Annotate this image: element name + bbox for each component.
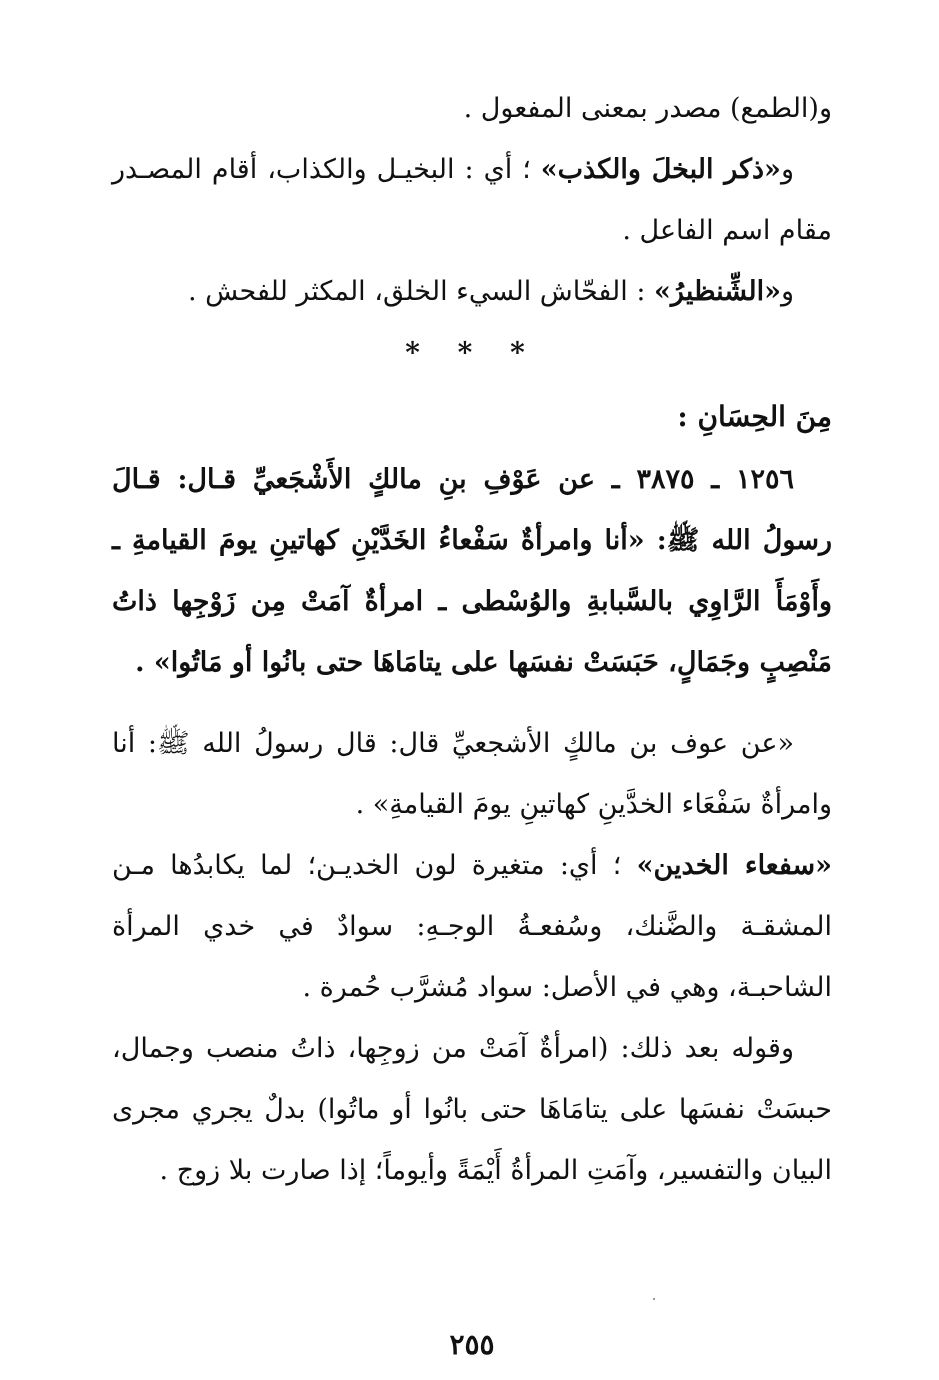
- hadith-block: [112, 449, 832, 693]
- hadith-text: عن عَوْفِ بنِ مالكٍ الأَشْجَعيِّ قـال: قـالَ رسولُ الله ﷺ: «أنا وامرأةٌ سَفْعاءُ الخَدَّيْنِ كهاتينِ يومَ القيامةِ ـ وأَوْمَأَ الرَّاوِي بالسَّبابةِ والوُسْطى ـ امرأةٌ آمَتْ مِن زَوْجِها ذاتُ مَنْصِبٍ وجَمَالٍ، حَبَسَتْ نفسَها على يتامَاهَا حتى بانُوا أو مَاتُوا» .: [112, 464, 832, 678]
- paragraph-term: «ذكر البخلَ والكذب»: [540, 154, 781, 185]
- commentary-paragraph-2: [112, 835, 832, 1018]
- commentary-text: ؛ أي: متغيرة لون الخديـن؛ لما يكابدُها مـن المشقـة والضَّنك، وسُفعـةُ الوجـهِ: سوادٌ في خدي المرأة الشاحبـة، وهي في الأصل: سواد مُشرَّب حُمرة .: [112, 850, 832, 1003]
- hadith-number: ١٢٥٦ ـ ٣٨٧٥ ـ: [611, 464, 794, 495]
- paragraph-text: و(الطمع) مصدر بمعنى المفعول .: [463, 93, 832, 124]
- page-body: [112, 78, 832, 1361]
- page-number: ٢٥٥: [449, 1328, 495, 1361]
- scan-speck: [653, 1298, 655, 1300]
- section-heading: مِنَ الحِسَانِ :: [677, 400, 832, 433]
- paragraph-lead: و: [780, 154, 794, 185]
- paragraph-lead: و: [780, 276, 794, 307]
- paragraph-term: «الشِّنظيرُ»: [654, 276, 781, 307]
- commentary-paragraph-3: [112, 1018, 832, 1201]
- commentary-text: «عن عوف بن مالكٍ الأشجعيِّ قال: قال رسولُ الله ﷺ: أنا وامرأةٌ سَفْعَاء الخدَّينِ كهاتينِ يومَ القيامةِ» .: [112, 728, 832, 820]
- paragraph-bukhl: [112, 139, 832, 261]
- paragraph-text: : الفحّاش السيء الخلق، المكثر للفحش .: [187, 276, 655, 307]
- paragraph-shinzir: [112, 261, 832, 322]
- section-separator: * * *: [405, 336, 539, 369]
- commentary-term: «سفعاء الخدين»: [636, 850, 832, 881]
- hadith-paragraph: [112, 449, 832, 693]
- paragraph-tama: [112, 78, 832, 139]
- commentary-paragraph-1: [112, 713, 832, 835]
- paragraph-text: ؛ أي : البخيـل والكذاب، أقام المصـدر مقام اسم الفاعل .: [112, 154, 832, 246]
- commentary-text: وقوله بعد ذلك: (امرأةٌ آمَتْ من زوجِها، ذاتُ منصب وجمال، حبسَتْ نفسَها على يتامَاهَا حتى بانُوا أو ماتُوا) بدلٌ يجري مجرى البيان والتفسير، وآمَتِ المرأةُ أَيْمَةً وأيوماً؛ إذا صارت بلا زوج .: [112, 1033, 832, 1186]
